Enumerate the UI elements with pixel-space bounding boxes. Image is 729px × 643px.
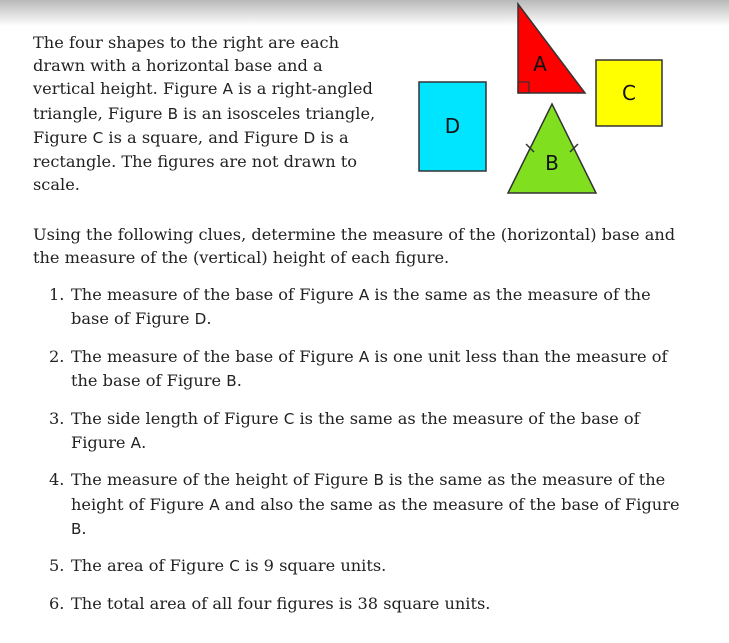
clue-item [33, 592, 683, 615]
figure-c-label: C [622, 81, 636, 105]
clue-number: 1. [49, 285, 65, 304]
intro-paragraph: The four shapes to the right are each drawn with a horizontal base and a vertical height. Figure A is a right-angled triangle, Figure B is an isosceles triangle, Figure C is a square, and Figure D is a rectangle. The figures are not drawn to scale. [33, 33, 376, 195]
clue-text: The measure of the base of Figure A is the same as the measure of the base of Figure D. [71, 285, 651, 329]
clue-text: The total area of all four figures is 38 square units. [71, 593, 491, 613]
figure-b-label: B [545, 151, 559, 175]
clue-number: 6. [49, 593, 65, 613]
figure-a-triangle [518, 4, 585, 93]
instructions-paragraph: Using the following clues, determine the measure of the (horizontal) base and the measure of the (vertical) height of each figure. [33, 225, 676, 268]
clue-text: The area of Figure C is 9 square units. [71, 556, 387, 576]
clue-number: 4. [49, 470, 65, 490]
clue-item [33, 283, 683, 331]
clue-text: The measure of the base of Figure A is one unit less than the measure of the base of Figure B. [71, 346, 668, 390]
clue-number: 3. [49, 408, 65, 428]
figure-a-label: A [533, 52, 547, 76]
clue-text: The side length of Figure C is the same as the measure of the base of Figure A. [71, 408, 640, 452]
clue-item [33, 345, 683, 393]
figure-b-triangle [508, 104, 596, 193]
clue-text: The measure of the height of Figure B is the same as the measure of the height of Figure A and also the same as the measure of the base of Figure B. [71, 470, 680, 538]
figure-d-label: D [444, 114, 461, 138]
clues-list [33, 283, 683, 629]
clue-number: 2. [49, 346, 65, 366]
clue-item [33, 407, 683, 455]
clue-number: 5. [49, 556, 65, 576]
clue-item [33, 554, 683, 578]
clue-item [33, 468, 683, 541]
figures-diagram [405, 0, 675, 200]
